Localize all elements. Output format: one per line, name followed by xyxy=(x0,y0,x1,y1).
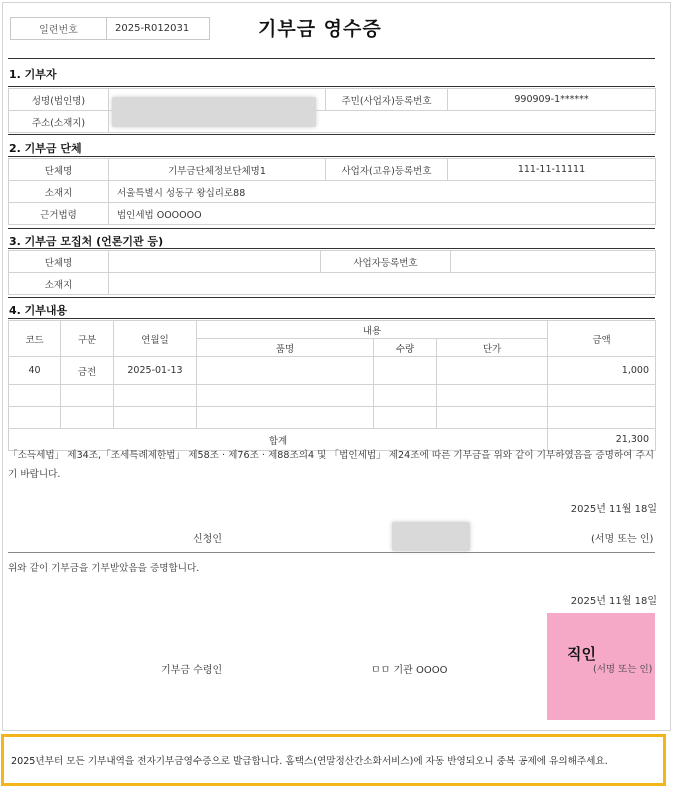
official-seal xyxy=(547,613,655,720)
empty-cell xyxy=(9,385,61,407)
redacted-block xyxy=(392,522,470,551)
empty-cell xyxy=(374,385,437,407)
header-amount: 금액 xyxy=(548,321,656,357)
receiver-value: ㅁㅁ 기관 OOOO xyxy=(371,665,448,676)
redacted-block xyxy=(112,97,316,127)
donor-heading: 1. 기부자 xyxy=(9,68,57,81)
agency-name-value xyxy=(109,251,321,273)
agency-reg-label: 사업자등록번호 xyxy=(321,251,451,273)
divider xyxy=(8,58,655,59)
notice-text: 2025년부터 모든 기부내역을 전자기부금영수증으로 발급합니다. 홈택스(연말정산간소화서비스)에 자동 반영되오니 중복 공제에 유의해주세요. xyxy=(11,756,608,767)
donor-name-label: 성명(법인명) xyxy=(9,89,109,111)
page-title: 기부금 영수증 xyxy=(258,18,382,40)
org-name-label: 단체명 xyxy=(9,159,109,181)
org-table xyxy=(8,158,656,225)
receiver-label: 기부금 수령인 xyxy=(161,665,223,676)
total-label: 합계 xyxy=(9,429,548,451)
divider xyxy=(8,134,655,135)
statement-text: 「소득세법」 제34조,「조세특례제한법」 제58조 · 제76조 · 제88조의4 및 「법인세법」 제24조에 따른 기부금을 위와 같이 기부하였음을 증명하여 주시기 바랍니다. xyxy=(8,450,655,480)
detail-heading: 4. 기부내용 xyxy=(9,304,68,317)
empty-cell xyxy=(197,407,374,429)
org-location-label: 소재지 xyxy=(9,181,109,203)
donor-address-label: 주소(소재지) xyxy=(9,111,109,133)
empty-cell xyxy=(114,407,197,429)
row-qty xyxy=(374,357,437,385)
serial-label: 일련번호 xyxy=(11,18,107,39)
donor-id-value: 990909-1****** xyxy=(448,89,656,111)
header-content: 내용 xyxy=(197,321,548,339)
row-amount: 1,000 xyxy=(548,357,656,385)
divider xyxy=(8,228,655,229)
signature-label: (서명 또는 인) xyxy=(591,534,654,545)
org-reg-value: 111-11-11111 xyxy=(448,159,656,181)
detail-table xyxy=(8,320,656,451)
donor-table xyxy=(8,88,656,133)
certification-date: 2025년 11월 18일 xyxy=(570,596,657,607)
row-unit xyxy=(437,357,548,385)
org-reg-label: 사업자(고유)등록번호 xyxy=(326,159,448,181)
row-type: 금전 xyxy=(61,357,114,385)
empty-cell xyxy=(9,407,61,429)
empty-cell xyxy=(61,407,114,429)
org-name-value: 기부금단체정보단체명1 xyxy=(109,159,326,181)
divider xyxy=(8,156,655,157)
empty-cell xyxy=(437,407,548,429)
divider xyxy=(8,552,655,553)
serial-number-box xyxy=(10,17,210,40)
empty-cell xyxy=(437,385,548,407)
empty-cell xyxy=(197,385,374,407)
agency-heading: 3. 기부금 모집처 (언론기관 등) xyxy=(9,235,164,248)
header-date: 연월일 xyxy=(114,321,197,357)
divider xyxy=(8,318,655,319)
total-value: 21,300 xyxy=(548,429,656,451)
agency-table xyxy=(8,250,656,295)
serial-value: 2025-R012031 xyxy=(115,23,190,34)
row-item xyxy=(197,357,374,385)
org-location-value: 서울특별시 성동구 왕십리로88 xyxy=(109,181,656,203)
org-law-value: 법인세법 OOOOOO xyxy=(109,203,656,225)
agency-location-value xyxy=(109,273,656,295)
seal-text: 직인 xyxy=(567,645,596,663)
empty-cell xyxy=(548,385,656,407)
donor-id-label: 주민(사업자)등록번호 xyxy=(326,89,448,111)
divider xyxy=(8,86,655,87)
certification-text: 위와 같이 기부금을 기부받았음을 증명합니다. xyxy=(8,563,200,574)
org-heading: 2. 기부금 단체 xyxy=(9,142,82,155)
org-law-label: 근거법령 xyxy=(9,203,109,225)
empty-cell xyxy=(114,385,197,407)
seal-signature-label: (서명 또는 인) xyxy=(593,664,653,675)
header-code: 코드 xyxy=(9,321,61,357)
applicant-label: 신청인 xyxy=(193,534,222,545)
header-qty: 수량 xyxy=(374,339,437,357)
divider xyxy=(8,248,655,249)
empty-cell xyxy=(374,407,437,429)
header-item: 품명 xyxy=(197,339,374,357)
header-type: 구분 xyxy=(61,321,114,357)
notice-banner xyxy=(1,734,666,786)
agency-reg-value xyxy=(451,251,656,273)
empty-cell xyxy=(61,385,114,407)
header-unit: 단가 xyxy=(437,339,548,357)
row-code: 40 xyxy=(9,357,61,385)
divider xyxy=(8,297,655,298)
application-date: 2025년 11월 18일 xyxy=(570,504,657,515)
row-date: 2025-01-13 xyxy=(114,357,197,385)
agency-name-label: 단체명 xyxy=(9,251,109,273)
agency-location-label: 소재지 xyxy=(9,273,109,295)
empty-cell xyxy=(548,407,656,429)
